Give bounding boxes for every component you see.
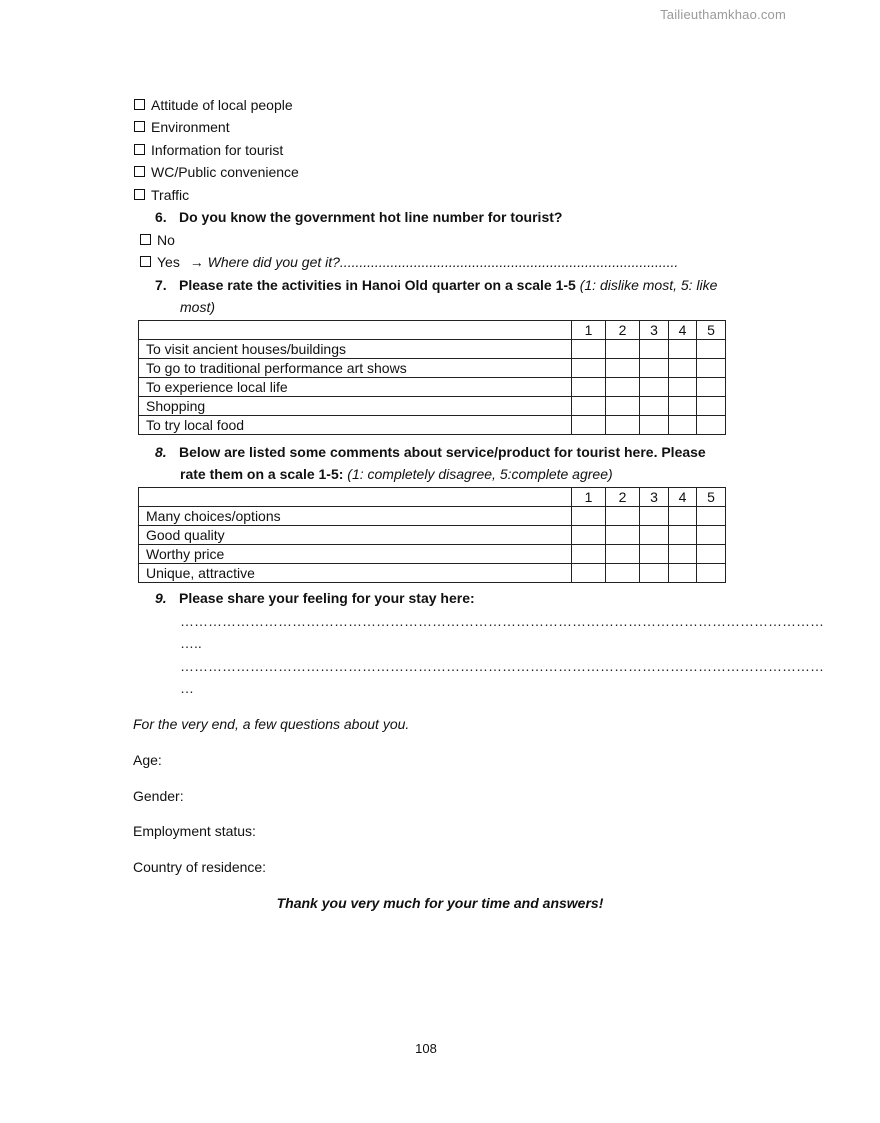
row-label: To go to traditional performance art shows — [139, 359, 572, 378]
rating-cell[interactable] — [669, 564, 697, 583]
rating-cell[interactable] — [697, 416, 726, 435]
rating-cell[interactable] — [572, 507, 606, 526]
option-label: Attitude of local people — [151, 97, 293, 113]
table-row — [139, 507, 726, 526]
option-label: Traffic — [151, 187, 190, 203]
checkbox-icon[interactable] — [134, 166, 145, 177]
rating-table-comments — [138, 487, 726, 583]
rating-cell[interactable] — [697, 507, 726, 526]
rating-cell[interactable] — [572, 416, 606, 435]
option-label: Information for tourist — [151, 142, 284, 158]
rating-cell[interactable] — [606, 416, 640, 435]
watermark: Tailieuthamkhao.com — [660, 7, 786, 22]
rating-cell[interactable] — [572, 397, 606, 416]
question-text: Please share your feeling for your stay here: — [179, 590, 475, 606]
checkbox-icon[interactable] — [134, 99, 145, 110]
rating-cell[interactable] — [606, 564, 640, 583]
table-header-row — [139, 488, 726, 507]
option-label: WC/Public convenience — [151, 164, 299, 180]
follow-up-question[interactable]: Where did you get it?....................................................................................... — [207, 254, 679, 270]
scale-header: 5 — [697, 321, 726, 340]
rating-cell[interactable] — [640, 545, 669, 564]
question-hint: (1: completely disagree, 5:complete agree) — [347, 466, 613, 482]
rating-cell[interactable] — [640, 564, 669, 583]
row-label: To visit ancient houses/buildings — [139, 340, 572, 359]
table-row — [139, 378, 726, 397]
rating-cell[interactable] — [606, 359, 640, 378]
table-cell — [139, 321, 572, 340]
checkbox-icon[interactable] — [140, 234, 151, 245]
question-text: Below are listed some comments about service/product for tourist here. Please — [179, 444, 706, 460]
employment-field-label: Employment status: — [133, 823, 256, 839]
answer-line-end: … — [180, 680, 194, 696]
rating-cell[interactable] — [572, 359, 606, 378]
checkbox-icon[interactable] — [134, 189, 145, 200]
option-item — [134, 141, 283, 159]
table-row — [139, 545, 726, 564]
scale-header: 1 — [572, 488, 606, 507]
row-label: Unique, attractive — [139, 564, 572, 583]
rating-cell[interactable] — [669, 526, 697, 545]
page-number: 108 — [415, 1041, 437, 1056]
question-hint: (1: dislike most, 5: like — [579, 277, 718, 293]
question-number: 9. — [155, 590, 167, 606]
table-row — [139, 397, 726, 416]
answer-no — [140, 231, 175, 249]
scale-header: 4 — [669, 321, 697, 340]
rating-cell[interactable] — [572, 526, 606, 545]
thank-you-message: Thank you very much for your time and answers! — [276, 895, 604, 911]
scale-header: 1 — [572, 321, 606, 340]
table-cell — [139, 488, 572, 507]
rating-cell[interactable] — [640, 340, 669, 359]
question-number: 7. — [155, 277, 167, 293]
rating-cell[interactable] — [640, 416, 669, 435]
scale-header: 3 — [640, 488, 669, 507]
option-item — [134, 96, 293, 114]
table-row — [139, 359, 726, 378]
rating-cell[interactable] — [669, 378, 697, 397]
scale-header: 2 — [606, 321, 640, 340]
scale-header: 2 — [606, 488, 640, 507]
rating-cell[interactable] — [572, 545, 606, 564]
question-9 — [155, 589, 475, 607]
rating-cell[interactable] — [640, 378, 669, 397]
question-number: 8. — [155, 444, 167, 460]
rating-cell[interactable] — [697, 378, 726, 397]
checkbox-icon[interactable] — [134, 121, 145, 132]
answer-no-label: No — [157, 232, 175, 248]
rating-cell[interactable] — [697, 397, 726, 416]
question-text-cont: rate them on a scale 1-5: — [180, 466, 344, 482]
rating-cell[interactable] — [606, 340, 640, 359]
answer-line[interactable]: ………………………………………………………………………………………………………………………… — [180, 658, 824, 674]
age-field-label: Age: — [133, 752, 162, 768]
scale-header: 5 — [697, 488, 726, 507]
question-number: 6. — [155, 209, 167, 225]
answer-yes — [140, 253, 678, 271]
answer-line[interactable]: ………………………………………………………………………………………………………………………… — [180, 613, 824, 629]
scale-header: 3 — [640, 321, 669, 340]
question-text: Do you know the government hot line number for tourist? — [179, 209, 563, 225]
option-item — [134, 118, 230, 136]
rating-cell[interactable] — [606, 378, 640, 397]
rating-cell[interactable] — [697, 526, 726, 545]
rating-cell[interactable] — [697, 359, 726, 378]
question-8-cont — [180, 465, 613, 483]
option-label: Environment — [151, 119, 230, 135]
question-8 — [155, 443, 706, 461]
rating-cell[interactable] — [606, 397, 640, 416]
question-hint-cont: most) — [180, 299, 215, 315]
rating-cell[interactable] — [572, 340, 606, 359]
rating-cell[interactable] — [669, 416, 697, 435]
rating-cell[interactable] — [640, 397, 669, 416]
rating-cell[interactable] — [669, 507, 697, 526]
row-label: To try local food — [139, 416, 572, 435]
rating-cell[interactable] — [640, 359, 669, 378]
scale-header: 4 — [669, 488, 697, 507]
rating-cell[interactable] — [640, 526, 669, 545]
table-row — [139, 564, 726, 583]
rating-cell[interactable] — [606, 545, 640, 564]
option-item — [134, 186, 189, 204]
rating-cell[interactable] — [572, 378, 606, 397]
checkbox-icon[interactable] — [140, 256, 151, 267]
answer-yes-label: Yes — [157, 254, 180, 270]
rating-cell[interactable] — [669, 545, 697, 564]
rating-cell[interactable] — [606, 507, 640, 526]
rating-cell[interactable] — [669, 359, 697, 378]
row-label: Good quality — [139, 526, 572, 545]
rating-cell[interactable] — [606, 526, 640, 545]
table-row — [139, 416, 726, 435]
checkbox-icon[interactable] — [134, 144, 145, 155]
answer-line-end: ….. — [180, 635, 202, 651]
about-intro: For the very end, a few questions about you. — [133, 716, 410, 732]
rating-cell[interactable] — [697, 340, 726, 359]
row-label: Shopping — [139, 397, 572, 416]
rating-cell[interactable] — [669, 340, 697, 359]
row-label: Worthy price — [139, 545, 572, 564]
arrow-right-icon: → — [189, 254, 204, 270]
question-6 — [155, 208, 562, 226]
table-header-row — [139, 321, 726, 340]
rating-cell[interactable] — [572, 564, 606, 583]
rating-table-activities — [138, 320, 726, 435]
row-label: Many choices/options — [139, 507, 572, 526]
rating-cell[interactable] — [697, 564, 726, 583]
rating-cell[interactable] — [669, 397, 697, 416]
country-field-label: Country of residence: — [133, 859, 267, 875]
row-label: To experience local life — [139, 378, 572, 397]
gender-field-label: Gender: — [133, 788, 184, 804]
table-row — [139, 526, 726, 545]
question-7 — [155, 276, 717, 294]
rating-cell[interactable] — [697, 545, 726, 564]
option-item — [134, 163, 299, 181]
question-text: Please rate the activities in Hanoi Old quarter on a scale 1-5 — [179, 277, 576, 293]
table-row — [139, 340, 726, 359]
rating-cell[interactable] — [640, 507, 669, 526]
